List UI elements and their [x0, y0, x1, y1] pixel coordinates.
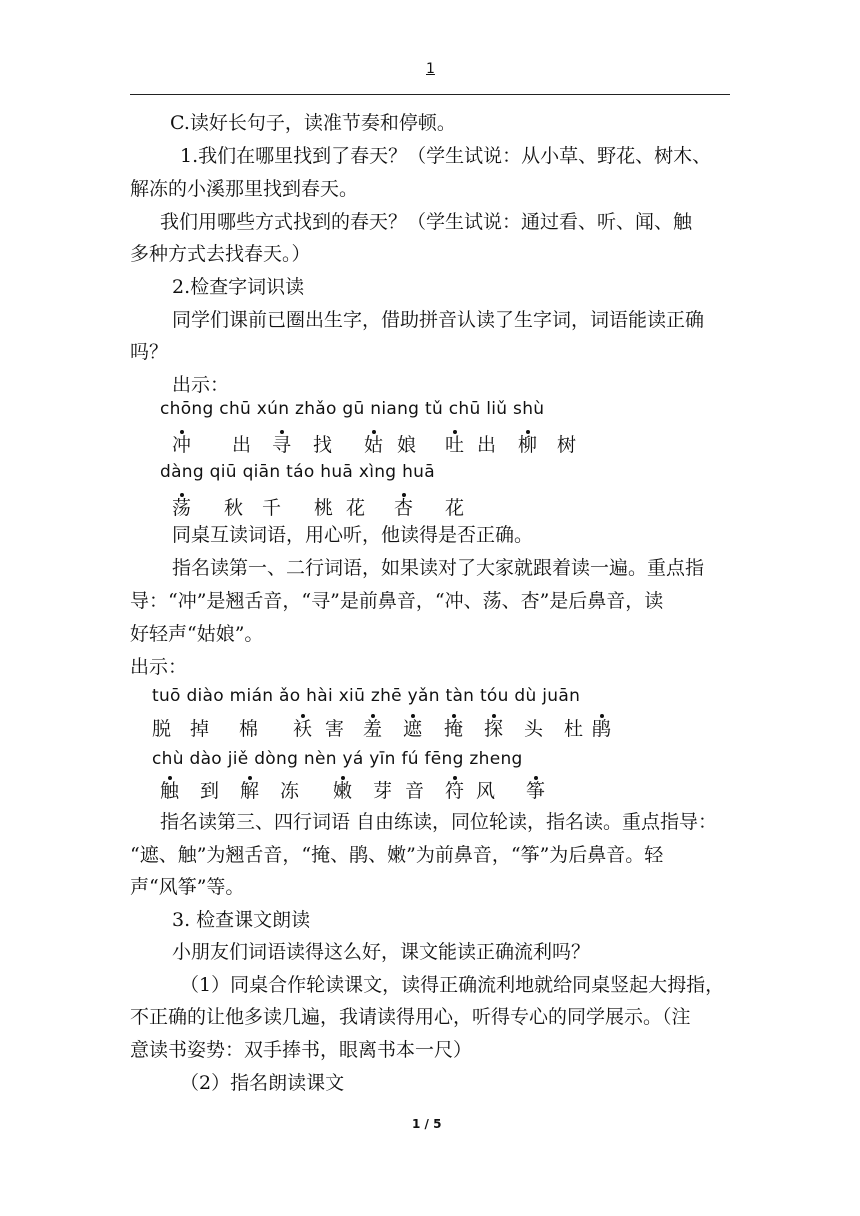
hanzi-char: 解	[240, 780, 260, 802]
paragraph-line: 好轻声“姑娘”。	[130, 623, 264, 645]
emphasis-dot	[492, 714, 496, 718]
paragraph-line: 指名读第一、二行词语，如果读对了大家就跟着读一遍。重点指	[172, 557, 705, 579]
hanzi-char: 寻	[272, 434, 292, 456]
section-heading: 3. 检查课文朗读	[172, 909, 311, 931]
hanzi-char: 掉	[190, 718, 210, 740]
emphasis-dot	[301, 714, 305, 718]
hanzi-char: 杜	[564, 718, 584, 740]
paragraph-line: 1.我们在哪里找到了春天？（学生试说：从小草、野花、树木、	[180, 145, 712, 167]
hanzi-char: 探	[484, 718, 504, 740]
hanzi-char: 芽	[373, 780, 393, 802]
paragraph-line: 我们用哪些方式找到的春天？（学生试说：通过看、听、闻、触	[160, 211, 693, 233]
pinyin-row-4: chù dào jiě dòng nèn yá yīn fú fēng zheng	[152, 749, 523, 769]
header-rule	[130, 94, 730, 95]
emphasis-dot	[280, 430, 284, 434]
emphasis-dot	[402, 493, 406, 497]
emphasis-dot	[248, 776, 252, 780]
paragraph-line: C.读好长句子，读准节奏和停顿。	[170, 112, 456, 134]
hanzi-char: 荡	[172, 497, 192, 519]
hanzi-row-2	[0, 493, 860, 527]
hanzi-row-4	[0, 776, 860, 810]
hanzi-char: 到	[200, 780, 220, 802]
paragraph-line: （2）指名朗读课文	[180, 1072, 345, 1094]
hanzi-char: 姑	[364, 434, 384, 456]
paragraph-line: 同学们课前已圈出生字，借助拼音认读了生字词，词语能读正确	[172, 309, 705, 331]
paragraph-line: “遮、触”为翘舌音，“掩、鹃、嫩”为前鼻音，“筝”为后鼻音。轻	[130, 844, 664, 866]
hanzi-char: 杏	[394, 497, 414, 519]
paragraph-line: 小朋友们词语读得这么好，课文能读正确流利吗？	[172, 941, 591, 963]
hanzi-char: 冲	[172, 434, 192, 456]
hanzi-char: 秋	[224, 497, 244, 519]
paragraph-line: 指名读第三、四行词语 自由练读，同位轮读，指名读。重点指导：	[160, 811, 718, 833]
emphasis-dot	[452, 714, 456, 718]
emphasis-dot	[341, 776, 345, 780]
hanzi-row-1	[0, 430, 860, 464]
emphasis-dot	[372, 430, 376, 434]
hanzi-char: 嫩	[333, 780, 353, 802]
hanzi-char: 遮	[403, 718, 423, 740]
hanzi-char: 脱	[152, 718, 172, 740]
hanzi-char: 筝	[526, 780, 546, 802]
paragraph-line: 解冻的小溪那里找到春天。	[130, 178, 359, 200]
emphasis-dot	[453, 776, 457, 780]
paragraph-line: 多种方式去找春天。）	[130, 243, 311, 265]
emphasis-dot	[180, 430, 184, 434]
emphasis-dot	[600, 714, 604, 718]
hanzi-char: 桃	[314, 497, 334, 519]
hanzi-char: 柳	[518, 434, 538, 456]
pinyin-row-2: dàng qiū qiān táo huā xìng huā	[160, 462, 435, 482]
paragraph-line: 同桌互读词语，用心听，他读得是否正确。	[172, 524, 534, 546]
emphasis-dot	[534, 776, 538, 780]
hanzi-char: 出	[477, 434, 497, 456]
hanzi-char: 树	[557, 434, 577, 456]
hanzi-char: 音	[405, 780, 425, 802]
hanzi-char: 吐	[445, 434, 465, 456]
paragraph-line: 出示：	[172, 374, 230, 396]
hanzi-char: 出	[232, 434, 252, 456]
emphasis-dot	[371, 714, 375, 718]
emphasis-dot	[168, 776, 172, 780]
paragraph-line: 导：“冲”是翘舌音，“寻”是前鼻音，“冲、荡、杏”是后鼻音，读	[130, 590, 664, 612]
hanzi-char: 花	[445, 497, 465, 519]
hanzi-char: 千	[262, 497, 282, 519]
paragraph-line: 意读书姿势：双手捧书，眼离书本一尺）	[130, 1039, 473, 1061]
pinyin-row-1: chōng chū xún zhǎo gū niang tǔ chū liǔ shù	[160, 399, 545, 419]
paragraph-line: 声“风筝”等。	[130, 876, 245, 898]
hanzi-char: 羞	[363, 718, 383, 740]
emphasis-dot	[453, 430, 457, 434]
section-heading: 2.检查字词识读	[172, 276, 305, 298]
hanzi-row-3	[0, 714, 860, 748]
hanzi-char: 冻	[280, 780, 300, 802]
hanzi-char: 袄	[293, 718, 313, 740]
emphasis-dot	[526, 430, 530, 434]
header-page-number: 1	[426, 61, 435, 77]
footer-page-label: 1 / 5	[412, 1117, 442, 1131]
hanzi-char: 头	[524, 718, 544, 740]
hanzi-char: 符	[445, 780, 465, 802]
paragraph-line: （1）同桌合作轮读课文，读得正确流利地就给同桌竖起大拇指，	[180, 974, 725, 996]
hanzi-char: 鹃	[592, 718, 612, 740]
hanzi-char: 棉	[239, 718, 259, 740]
hanzi-char: 害	[325, 718, 345, 740]
hanzi-char: 风	[476, 780, 496, 802]
hanzi-char: 娘	[397, 434, 417, 456]
hanzi-char: 花	[346, 497, 366, 519]
paragraph-line: 出示：	[130, 656, 188, 678]
hanzi-char: 掩	[444, 718, 464, 740]
paragraph-line: 不正确的让他多读几遍，我请读得用心，听得专心的同学展示。（注	[130, 1006, 691, 1028]
hanzi-char: 触	[160, 780, 180, 802]
hanzi-char: 找	[313, 434, 333, 456]
emphasis-dot	[411, 714, 415, 718]
emphasis-dot	[180, 493, 184, 497]
pinyin-row-3: tuō diào mián ǎo hài xiū zhē yǎn tàn tóu dù juān	[152, 686, 581, 706]
paragraph-line: 吗？	[130, 341, 169, 363]
